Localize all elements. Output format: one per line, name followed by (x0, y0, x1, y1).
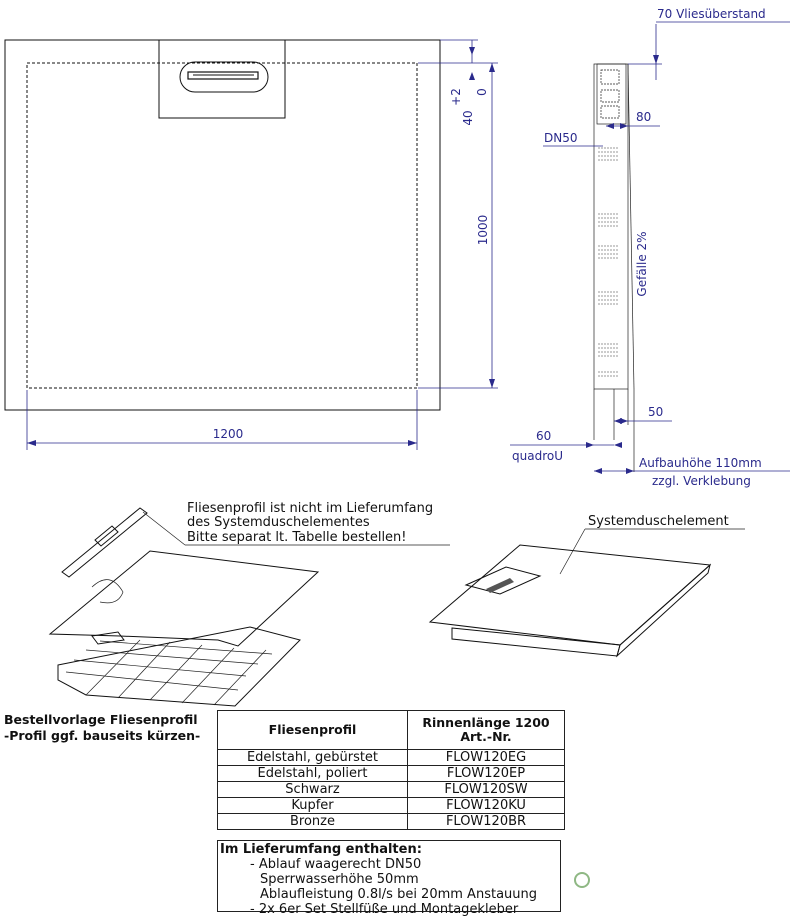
profile-name: Edelstahl, poliert (218, 766, 408, 782)
profile-art-no: FLOW120KU (408, 798, 565, 814)
scope-of-delivery-box (217, 840, 561, 917)
side-view (510, 7, 790, 488)
table-row (218, 766, 565, 782)
scope-title: Im Lieferumfang enthalten: (220, 842, 422, 857)
profile-name: Bronze (218, 814, 408, 830)
table-row (218, 798, 565, 814)
profile-order-table (217, 710, 565, 830)
height-label: Aufbauhöhe 110mm (639, 456, 762, 470)
table-row (218, 782, 565, 798)
dim-offset-40-label: 40 (461, 110, 475, 126)
profile-art-no: FLOW120SW (408, 782, 565, 798)
system-element-label: Systemduschelement (588, 514, 729, 529)
scope-line-1: - Ablauf waagerecht DN50 (250, 857, 422, 872)
dim-50-label: 50 (648, 405, 664, 419)
order-title-line-1: Bestellvorlage Fliesenprofil (4, 712, 198, 727)
fleece-outline (5, 40, 440, 410)
profile-art-no: FLOW120EG (408, 750, 565, 766)
table-row (218, 814, 565, 830)
profile-name: Edelstahl, gebürstet (218, 750, 408, 766)
profile-name: Kupfer (218, 798, 408, 814)
corner-mark (575, 873, 589, 887)
order-title-line-2: -Profil ggf. bauseits kürzen- (4, 728, 201, 743)
table-header-row (218, 711, 565, 750)
profile-name: Schwarz (218, 782, 408, 798)
slope-label: Gefälle 2% (635, 231, 649, 297)
side-body (594, 64, 628, 389)
dim-offset-plus-label: +2 (449, 88, 463, 106)
shower-element-outline (27, 63, 417, 388)
dim-80-label: 80 (636, 110, 652, 124)
fleece-sheet (50, 551, 318, 646)
header-length (408, 711, 565, 750)
profile-art-no: FLOW120EP (408, 766, 565, 782)
dim-fleece-label: 70 Vliesüberstand (657, 7, 766, 21)
order-template-title (4, 712, 200, 744)
dim-60-label: 60 (536, 429, 552, 443)
note-line-1: Fliesenprofil ist nicht im Lieferumfang (187, 501, 434, 516)
scope-line-4: - 2x 6er Set Stellfüße und Montagekleber (250, 902, 519, 917)
header-art-line: Art.-Nr. (460, 729, 512, 744)
header-profile: Fliesenprofil (218, 711, 408, 750)
table-row (218, 750, 565, 766)
assembled-view (430, 514, 745, 656)
profile-art-no: FLOW120BR (408, 814, 565, 830)
top-view (5, 40, 498, 450)
dim-height-label: 1000 (476, 214, 490, 246)
dn50-label: DN50 (544, 131, 578, 145)
header-length-line: Rinnenlänge 1200 (422, 715, 550, 730)
scope-line-3: Ablaufleistung 0.8l/s bei 20mm Anstauung (260, 887, 537, 902)
note-line-2: des Systemduschelementes (187, 515, 370, 530)
exploded-view (50, 501, 450, 706)
adhesive-label: zzgl. Verklebung (652, 474, 751, 488)
quadro-label: quadroU (512, 449, 563, 463)
dim-width-label: 1200 (212, 427, 244, 441)
note-line-3: Bitte separat lt. Tabelle bestellen! (187, 530, 407, 545)
scope-line-2: Sperrwasserhöhe 50mm (260, 872, 419, 887)
dim-offset-zero-label: 0 (475, 88, 489, 96)
